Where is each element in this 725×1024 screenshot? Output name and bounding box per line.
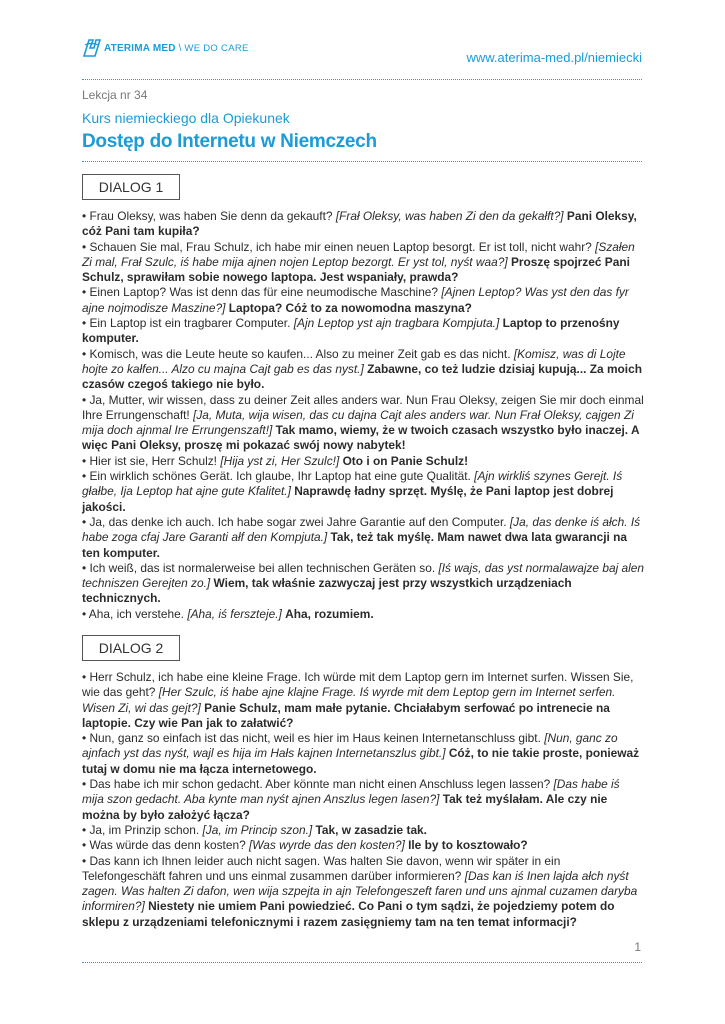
brand-tagline: WE DO CARE bbox=[184, 42, 249, 54]
pronunciation-text: [Nun, ganc zo ajnfach yst das nyśt, wajl es hija im Hałs kajnen Internetanszlus gibt.] bbox=[82, 731, 618, 761]
german-text: • Ich weiß, das ist normalerweise bei allen technischen Geräten so. bbox=[82, 560, 436, 575]
pronunciation-text: [Ajn wirkliś szynes Gerejt. Iś głałbe, Ija Leptop hat ajne gute Kfalitet.] bbox=[82, 469, 623, 499]
polish-translation: Tak mamo, wiemy, że w twoich czasach wszystko było inaczej. A więc Pani Oleksy, proszę mi pokazać swój nowy nabytek! bbox=[82, 423, 640, 453]
german-text: • Ja, im Prinzip schon. bbox=[82, 822, 200, 837]
dialog-1-label: DIALOG 1 bbox=[82, 174, 180, 200]
german-text: • Einen Laptop? Was ist denn das für eine neumodische Maschine? bbox=[82, 285, 439, 300]
dialog-line bbox=[82, 777, 644, 823]
dialog-line bbox=[82, 285, 644, 316]
brand-separator: \ bbox=[178, 42, 182, 54]
pronunciation-text: [Aha, iś ferszteje.] bbox=[187, 606, 282, 621]
dialog-line bbox=[82, 393, 644, 454]
polish-translation: Naprawdę ładny sprzęt. Myślę, że Pani laptop jest dobrej jakości. bbox=[82, 484, 614, 514]
polish-translation: Laptopa? Cóż to za nowomodna maszyna? bbox=[228, 300, 472, 315]
pronunciation-text: [Das kan iś Inen lajda ałch nyśt zagen. Was halten Zi dafon, wen wija szpejta in ajn Telefongeszeft faren und uns ajnmal cuzamen daryba informiren?] bbox=[82, 868, 638, 914]
brand-logo bbox=[82, 36, 249, 60]
pronunciation-text: [Ja, im Princip szon.] bbox=[202, 822, 313, 837]
dialog-line bbox=[82, 838, 644, 853]
dialog-2-label: DIALOG 2 bbox=[82, 635, 180, 661]
pronunciation-text: [Ja, Muta, wija wisen, das cu dajna Cajt ales anders war. Nun Frał Oleksy, cajgen Zi mija doch ajnmal Ire Errungenszaft!] bbox=[82, 407, 634, 438]
footer-divider bbox=[82, 962, 642, 963]
pronunciation-text: [Ja, das denke iś ałch. Iś habe zoga cfaj Jare Garanti ałf den Kompjuta.] bbox=[82, 514, 641, 545]
polish-translation: Tak, też tak myślę. Mam nawet dwa lata gwarancji na ten komputer. bbox=[82, 530, 628, 560]
pronunciation-text: [Iś wajs, das yst normalawajze baj alen techniszen Gerejten zo.] bbox=[82, 560, 644, 591]
polish-translation: Aha, rozumiem. bbox=[285, 606, 374, 621]
website-link[interactable]: www.aterima-med.pl/niemiecki bbox=[466, 50, 642, 65]
pronunciation-text: [Her Szulc, iś habe ajne klajne Frage. Iś wyrde mit dem Leptop gern im Internet serfen. Wisen Zi, wi das gejt?] bbox=[82, 685, 616, 715]
dialog-line bbox=[82, 469, 644, 515]
german-text: • Ein Laptop ist ein tragbarer Computer. bbox=[82, 316, 291, 331]
polish-translation: Zabawne, co też ludzie dzisiaj kupują... Za moich czasów czegoś takiego nie było. bbox=[82, 361, 642, 392]
pronunciation-text: [Das habe iś mija szon gedacht. Aba kynte man nyśt ajnen Anszlus legen lasen?] bbox=[82, 777, 620, 807]
german-text: • Ja, Mutter, wir wissen, dass zu deiner Zeit alles anders war. Nun Frau Oleksy, zeigen Sie mir doch einmal Ihre Errungenschaft! bbox=[82, 392, 644, 422]
german-text: • Frau Oleksy, was haben Sie denn da gekauft? bbox=[82, 209, 333, 223]
polish-translation: Wiem, tak właśnie zazwyczaj jest przy wszystkich urządzeniach technicznych. bbox=[82, 576, 572, 606]
dialog-line bbox=[82, 454, 644, 469]
page-title: Dostęp do Internetu w Niemczech bbox=[82, 131, 377, 152]
polish-translation: Cóż, to nie takie proste, ponieważ tutaj w domu nie ma łącza internetowego. bbox=[82, 746, 640, 776]
dialog-line bbox=[82, 240, 644, 286]
pronunciation-text: [Szałen Zi mal, Frał Szulc, iś habe mija ajnen nojen Leptop bezorgt. Er yst tol, nyśt waa?] bbox=[82, 239, 635, 269]
german-text: • Hier ist sie, Herr Schulz! bbox=[82, 453, 217, 468]
dialog-line bbox=[82, 854, 644, 930]
polish-translation: Oto i on Panie Schulz! bbox=[342, 453, 469, 468]
polish-translation: Pani Oleksy, cóż Pani tam kupiła? bbox=[82, 209, 637, 239]
german-text: • Schauen Sie mal, Frau Schulz, ich habe mir einen neuen Laptop besorgt. Er ist toll, nicht wahr? bbox=[82, 239, 592, 254]
dialog-line bbox=[82, 670, 644, 731]
polish-translation: Niestety nie umiem Pani powiedzieć. Co Pani o tym sądzi, że pojedziemy potem do sklepu z urządzeniami telefonicznymi i razem zasięgniemy tam na ten temat informacji? bbox=[82, 899, 615, 929]
dialog-2-text bbox=[82, 670, 644, 930]
german-text: • Ein wirklich schönes Gerät. Ich glaube, Ihr Laptop hat eine gute Qualität. bbox=[82, 469, 471, 484]
german-text: • Komisch, was die Leute heute so kaufen... Also zu meiner Zeit gab es das nicht. bbox=[82, 346, 511, 361]
polish-translation: Ile by to kosztowało? bbox=[408, 838, 528, 853]
polish-translation: Laptop to przenośny komputer. bbox=[82, 316, 620, 346]
dialog-line bbox=[82, 561, 644, 607]
german-text: • Herr Schulz, ich habe eine kleine Frage. Ich würde mit dem Laptop gern im Internet surfen. Wissen Sie, wie das geht? bbox=[82, 670, 634, 700]
pronunciation-text: [Hija yst zi, Her Szulc!] bbox=[220, 453, 340, 468]
german-text: • Nun, ganz so einfach ist das nicht, weil es hier im Haus keinen Internetanschluss gibt. bbox=[82, 731, 541, 746]
course-name: Kurs niemieckiego dla Opiekunek bbox=[82, 110, 290, 126]
lesson-number: Lekcja nr 34 bbox=[82, 88, 148, 102]
dialog-line bbox=[82, 347, 644, 393]
title-divider bbox=[82, 161, 642, 162]
polish-translation: Panie Schulz, mam małe pytanie. Chciałabym serfować po intrenecie na laptopie. Czy wie Pan jak to załatwić? bbox=[82, 700, 610, 730]
pronunciation-text: [Was wyrde das den kosten?] bbox=[249, 838, 405, 853]
german-text: • Aha, ich verstehe. bbox=[82, 606, 184, 621]
pronunciation-text: [Ajnen Leptop? Was yst den das fyr ajne nojmodisze Maszine?] bbox=[82, 285, 629, 315]
german-text: • Ja, das denke ich auch. Ich habe sogar zwei Jahre Garantie auf den Computer. bbox=[82, 514, 507, 529]
header-divider bbox=[82, 79, 642, 80]
page-number: 1 bbox=[634, 940, 641, 954]
pronunciation-text: [Ajn Leptop yst ajn tragbara Kompjuta.] bbox=[293, 316, 500, 331]
dialog-line bbox=[82, 209, 644, 240]
german-text: • Was würde das denn kosten? bbox=[82, 838, 246, 853]
aterima-med-logo-icon bbox=[82, 36, 102, 60]
german-text: • Das kann ich Ihnen leider auch nicht sagen. Was halten Sie davon, wenn wir später in ein Telefongeschäft fahren und uns einmal zusammen darüber informieren? bbox=[82, 853, 561, 883]
dialog-line bbox=[82, 731, 644, 777]
polish-translation: Tak, w zasadzie tak. bbox=[315, 822, 427, 837]
brand-name: ATERIMA MED bbox=[104, 42, 176, 54]
polish-translation: Proszę spojrzeć Pani Schulz, sprawiłam sobie nowego laptopa. Jest wspaniały, prawda? bbox=[82, 254, 630, 285]
pronunciation-text: [Komisz, was di Lojte hojte zo kałfen... Alzo cu majna Cajt gab es das nyst.] bbox=[82, 346, 626, 376]
pronunciation-text: [Frał Oleksy, was haben Zi den da gekałft?] bbox=[335, 209, 564, 223]
dialog-1-text bbox=[82, 209, 644, 622]
dialog-line bbox=[82, 316, 644, 347]
dialog-line bbox=[82, 823, 644, 838]
dialog-line bbox=[82, 607, 644, 622]
german-text: • Das habe ich mir schon gedacht. Aber könnte man nicht einen Anschluss legen lassen? bbox=[82, 777, 551, 792]
dialog-line bbox=[82, 515, 644, 561]
page-header bbox=[82, 36, 644, 70]
polish-translation: Tak też myślałam. Ale czy nie można by było założyć łącza? bbox=[82, 792, 608, 822]
